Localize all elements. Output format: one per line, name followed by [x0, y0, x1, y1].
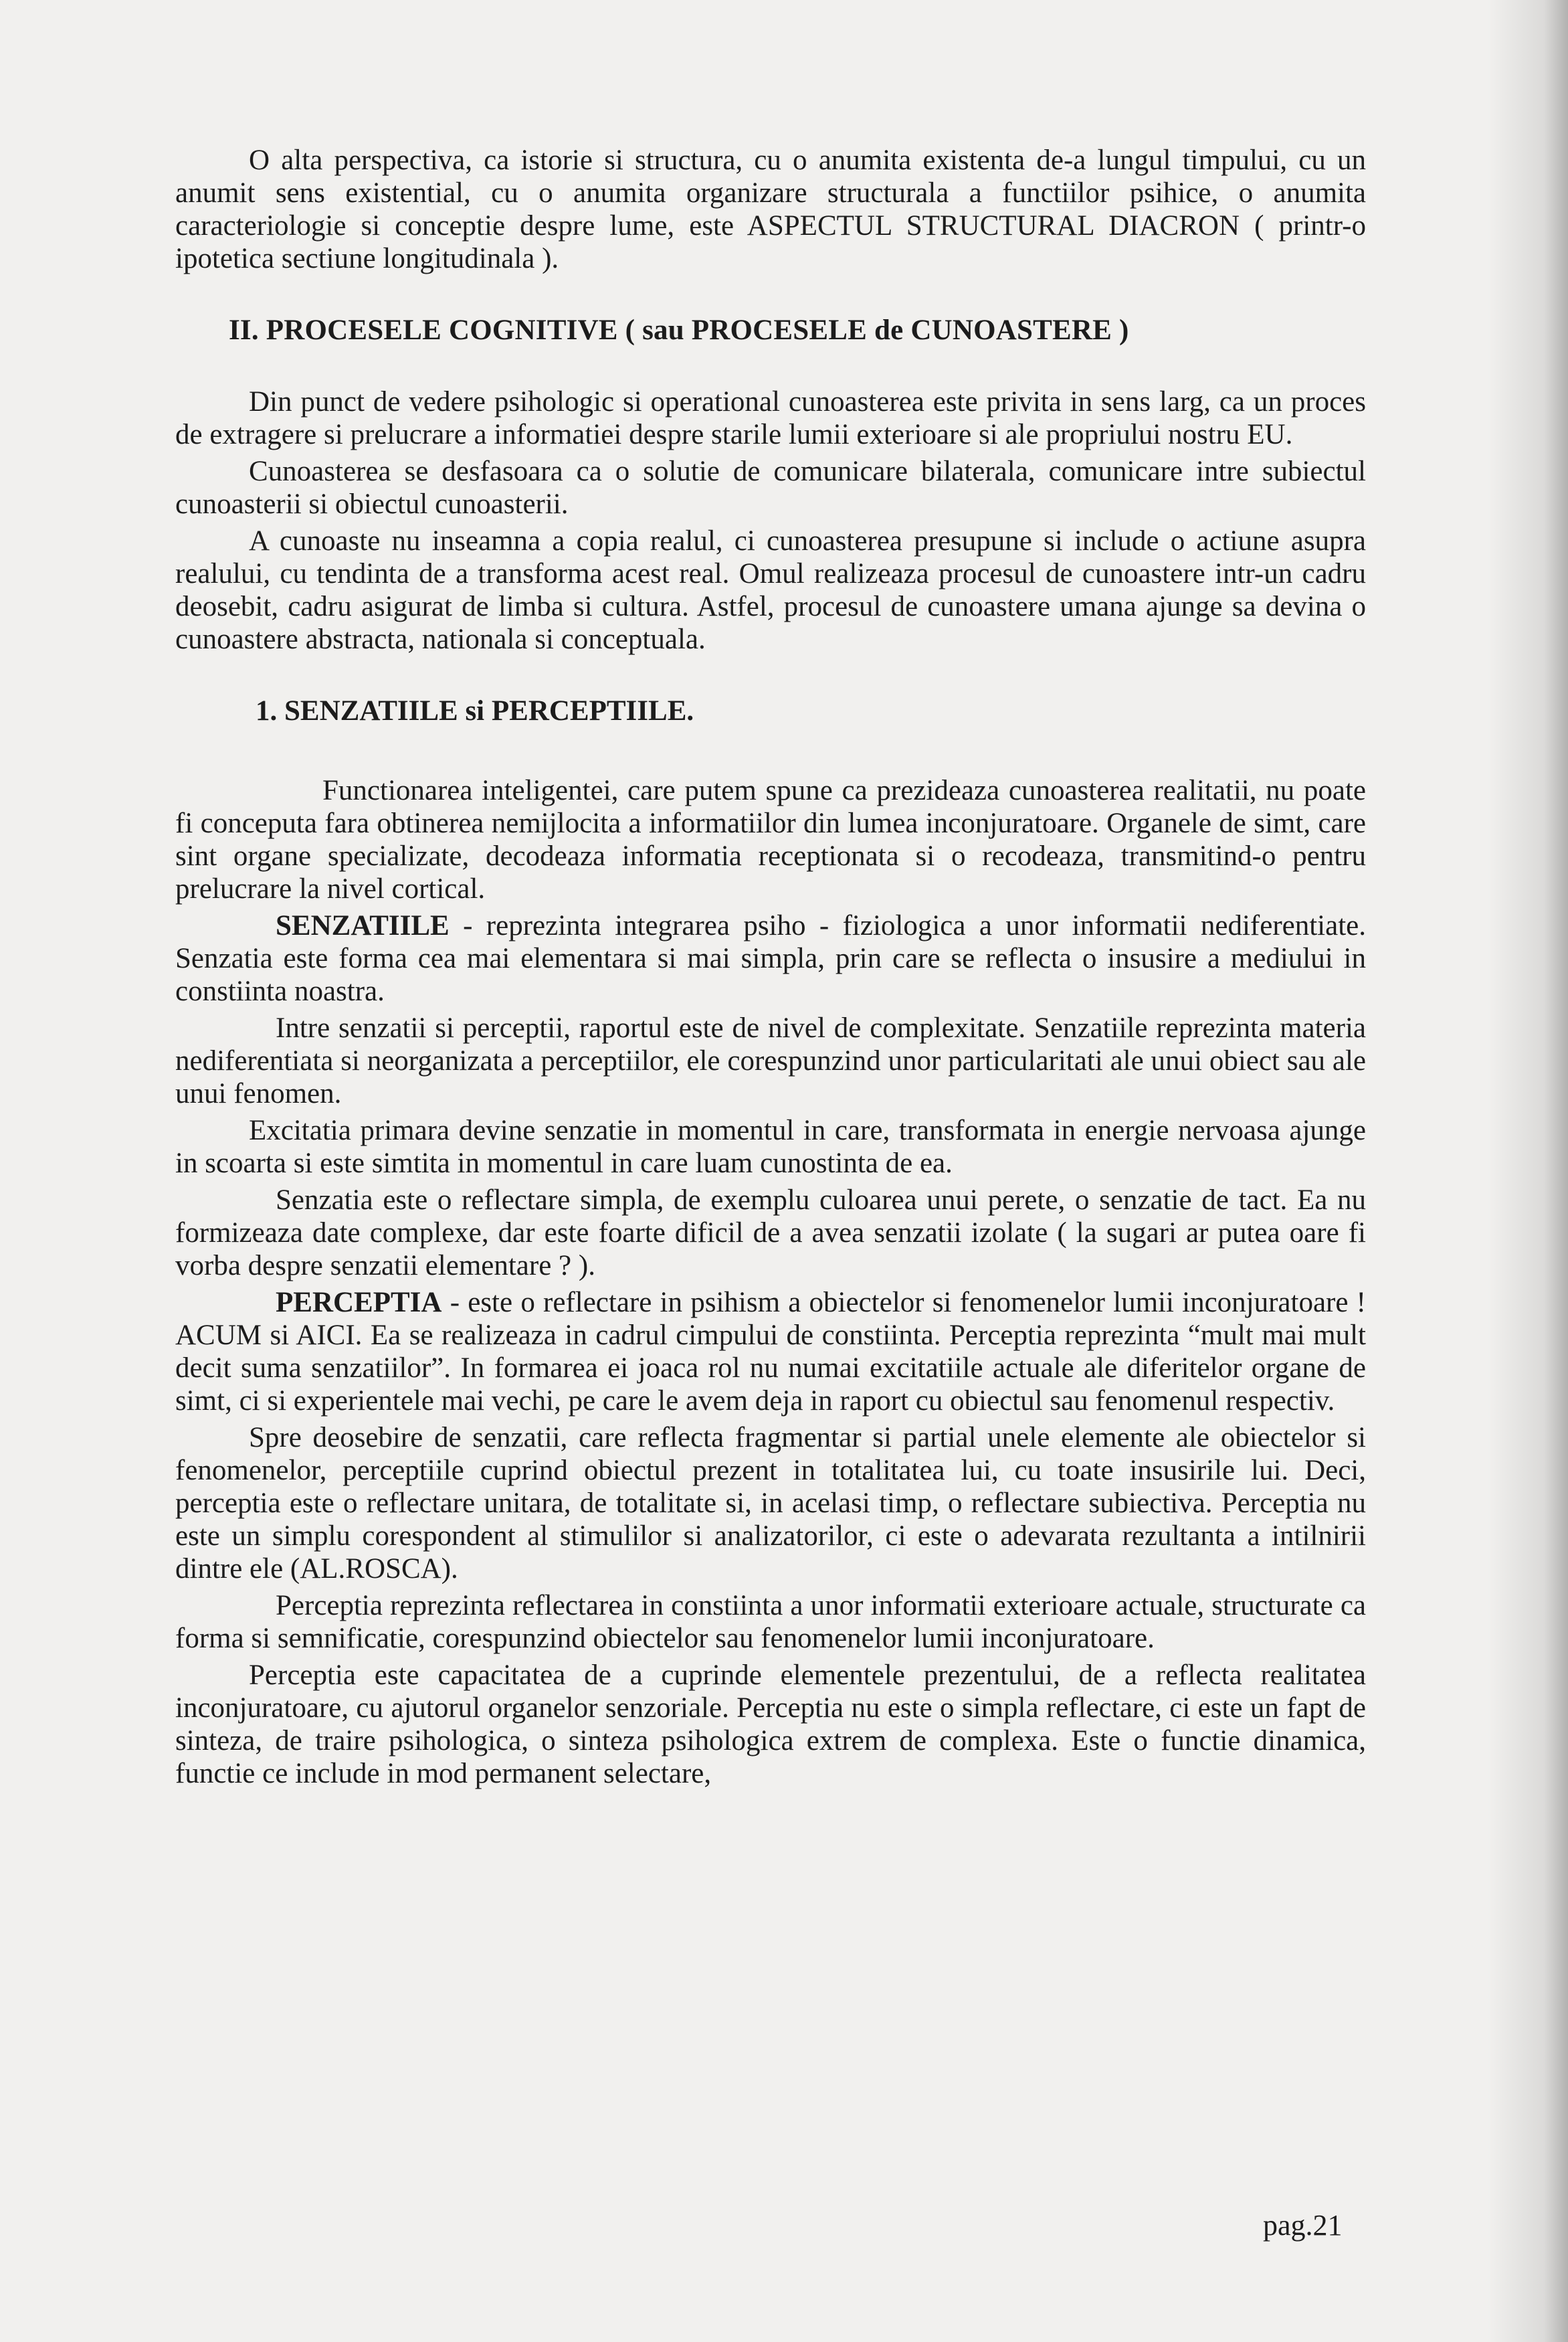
paragraph-comunicare: Cunoasterea se desfasoara ca o solutie de comunicare bilaterala, comunicare intre subiectul cunoasterii si obiectul cunoasterii.	[175, 456, 1366, 520]
term-perceptia: PERCEPTIA	[276, 1287, 442, 1318]
paragraph-perceptia	[175, 1286, 1366, 1417]
subsection-heading: 1. SENZATIILE si PERCEPTIILE.	[256, 695, 694, 727]
paragraph-structural-diacron: O alta perspectiva, ca istorie si structura, cu o anumita existenta de-a lungul timpului, cu un anumit sens existential, cu o anumita organizare structurala a functiilor psihice, o anumita caracteriologie si conceptie despre lume, este ASPECTUL STRUCTURAL DIACRON ( printr-o ipotetica sectiune longitudinala ).	[175, 145, 1366, 274]
paragraph-reflectarea: Perceptia reprezinta reflectarea in constiinta a unor informatii exterioare actuale, structurate ca forma si semnificatie, corespunzind obiectelor sau fenomenelor lumii inconjuratoare.	[175, 1590, 1366, 1654]
section-heading: II. PROCESELE COGNITIVE ( sau PROCESELE de CUNOASTERE )	[229, 314, 1129, 346]
paragraph-inteligenta: Functionarea inteligentei, care putem spune ca prezideaza cunoasterea realitatii, nu poate fi conceputa fara obtinerea nemijlocita a informatiilor din lumea inconjuratoare. Organele de simt, care sint organe specializate, decodeaza informatia receptionata si o recodeaza, transmitind-o pentru prelucrare la nivel cortical.	[175, 775, 1366, 905]
paragraph-capacitatea: Perceptia este capacitatea de a cuprinde elementele prezentului, de a reflecta realitatea inconjuratoare, cu ajutorul organelor senzoriale. Perceptia nu este o simpla reflectare, ci este un fapt de sinteza, de traire psihologica, o sinteza psihologica extrem de complexa. Este o functie dinamica, functie ce include in mod permanent selectare,	[175, 1659, 1366, 1789]
paragraph-a-cunoaste: A cunoaste nu inseamna a copia realul, ci cunoasterea presupune si include o actiune asupra realului, cu tendinta de a transforma acest real. Omul realizeaza procesul de cunoastere intr-un cadru deosebit, cadru asigurat de limba si cultura. Astfel, procesul de cunoastere umana ajunge sa devina o cunoastere abstracta, nationala si conceptuala.	[175, 525, 1366, 655]
paragraph-excitatia: Excitatia primara devine senzatie in momentul in care, transformata in energie nervoasa ajunge in scoarta si este simtita in momentul in care luam cunostinta de ea.	[175, 1115, 1366, 1179]
document-page	[175, 144, 1366, 1794]
paragraph-perceptia-text: - este o reflectare in psihism a obiectelor si fenomenelor lumii inconjuratoare ! ACUM si AICI. Ea se realizeaza in cadrul cimpului de constiinta. Perceptia reprezinta “mult mai mult decit suma senzatiilor”. In formarea ei joaca rol nu numai excitatiile actuale ale diferitelor organe de simt, ci si experientele mai vechi, pe care le avem deja in raport cu obiectul sau fenomenul respectiv.	[175, 1287, 1366, 1417]
paragraph-senzatiile-text: - reprezinta integrarea psiho - fiziologica a unor informatii nediferentiate. Senzatia este forma cea mai elementara si mai simpla, prin care se reflecta o insusire a mediului in constiinta noastra.	[175, 910, 1366, 1007]
paragraph-senzatia-simpla: Senzatia este o reflectare simpla, de exemplu culoarea unui perete, o senzatie de tact. Ea nu formizeaza date complexe, dar este foarte dificil de a avea senzatii izolate ( la sugari ar putea oare fi vorba despre senzatii elementare ? ).	[175, 1184, 1366, 1281]
term-senzatiile: SENZATIILE	[276, 910, 450, 941]
page-number: pag.21	[1263, 2209, 1343, 2242]
paragraph-deosebire: Spre deosebire de senzatii, care reflecta fragmentar si partial unele elemente ale obiectelor si fenomenelor, perceptiile cuprind obiectul prezent in totalitatea lui, cu toate insusirile lui. Deci, perceptia este o reflectare unitara, de totalitate si, in acelasi timp, o reflectare subiectiva. Perceptia nu este un simplu corespondent al stimulilor si analizatorilor, ci este o adevarata rezultanta a intilnirii dintre ele (AL.ROSCA).	[175, 1422, 1366, 1585]
paragraph-cunoasterea: Din punct de vedere psihologic si operational cunoasterea este privita in sens larg, ca un proces de extragere si prelucrare a informatiei despre starile lumii exterioare si ale propriului nostru EU.	[175, 386, 1366, 450]
page-edge-shadow	[1488, 0, 1568, 2342]
paragraph-senzatiile	[175, 909, 1366, 1008]
paragraph-raport: Intre senzatii si perceptii, raportul este de nivel de complexitate. Senzatiile reprezinta materia nediferentiata si neorganizata a perceptiilor, ele corespunzind unor particularitati ale unui obiect sau ale unui fenomen.	[175, 1012, 1366, 1109]
